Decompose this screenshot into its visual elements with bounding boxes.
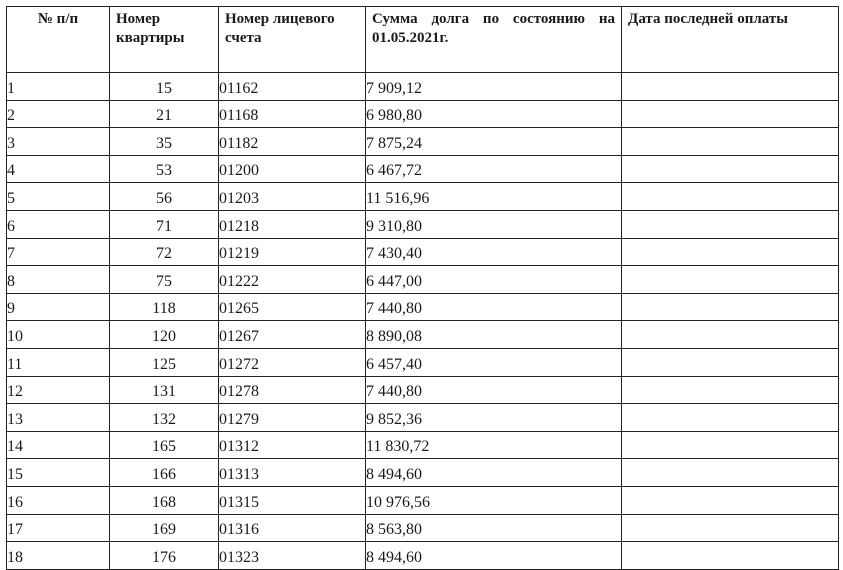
table-row (7, 128, 839, 156)
cell-num: 4 (7, 155, 110, 183)
cell-debt: 11 516,96 (366, 183, 622, 211)
cell-last-payment (622, 73, 839, 101)
cell-debt: 7 440,80 (366, 293, 622, 321)
cell-num: 2 (7, 100, 110, 128)
cell-debt: 9 852,36 (366, 404, 622, 432)
cell-apartment: 125 (110, 348, 219, 376)
cell-apartment: 53 (110, 155, 219, 183)
cell-account: 01323 (219, 542, 366, 570)
cell-last-payment (622, 293, 839, 321)
cell-apartment: 165 (110, 431, 219, 459)
cell-last-payment (622, 486, 839, 514)
cell-debt: 8 494,60 (366, 542, 622, 570)
cell-apartment: 176 (110, 542, 219, 570)
table-row (7, 238, 839, 266)
cell-num: 13 (7, 404, 110, 432)
cell-num: 15 (7, 459, 110, 487)
header-last-payment: Дата последней оплаты (622, 7, 839, 73)
cell-num: 9 (7, 293, 110, 321)
cell-account: 01267 (219, 321, 366, 349)
cell-num: 11 (7, 348, 110, 376)
header-account: Номер лицевого счета (219, 7, 366, 73)
cell-last-payment (622, 210, 839, 238)
cell-num: 17 (7, 514, 110, 542)
header-row (7, 7, 839, 73)
table-row (7, 321, 839, 349)
cell-debt: 6 467,72 (366, 155, 622, 183)
cell-debt: 8 494,60 (366, 459, 622, 487)
cell-last-payment (622, 321, 839, 349)
cell-debt: 7 440,80 (366, 376, 622, 404)
table-row (7, 542, 839, 570)
table-row (7, 404, 839, 432)
cell-debt: 7 430,40 (366, 238, 622, 266)
table-row (7, 210, 839, 238)
cell-account: 01200 (219, 155, 366, 183)
cell-account: 01279 (219, 404, 366, 432)
cell-account: 01162 (219, 73, 366, 101)
cell-debt: 8 890,08 (366, 321, 622, 349)
table-row (7, 266, 839, 294)
table-row (7, 376, 839, 404)
debt-table (6, 6, 839, 570)
cell-account: 01219 (219, 238, 366, 266)
table-row (7, 348, 839, 376)
cell-apartment: 168 (110, 486, 219, 514)
table-row (7, 100, 839, 128)
cell-account: 01315 (219, 486, 366, 514)
cell-num: 12 (7, 376, 110, 404)
cell-last-payment (622, 266, 839, 294)
cell-last-payment (622, 514, 839, 542)
table-row (7, 73, 839, 101)
cell-debt: 6 457,40 (366, 348, 622, 376)
cell-account: 01265 (219, 293, 366, 321)
table-row (7, 155, 839, 183)
cell-last-payment (622, 348, 839, 376)
table-row (7, 486, 839, 514)
cell-last-payment (622, 155, 839, 183)
cell-num: 18 (7, 542, 110, 570)
table-body (7, 73, 839, 570)
cell-account: 01222 (219, 266, 366, 294)
cell-num: 7 (7, 238, 110, 266)
cell-last-payment (622, 376, 839, 404)
cell-account: 01313 (219, 459, 366, 487)
cell-debt: 10 976,56 (366, 486, 622, 514)
table-header (7, 7, 839, 73)
cell-last-payment (622, 431, 839, 459)
cell-apartment: 71 (110, 210, 219, 238)
cell-last-payment (622, 183, 839, 211)
cell-last-payment (622, 404, 839, 432)
cell-debt: 11 830,72 (366, 431, 622, 459)
table-row (7, 514, 839, 542)
cell-num: 6 (7, 210, 110, 238)
cell-num: 3 (7, 128, 110, 156)
cell-apartment: 75 (110, 266, 219, 294)
cell-account: 01312 (219, 431, 366, 459)
header-apartment: Номер квартиры (110, 7, 219, 73)
cell-last-payment (622, 128, 839, 156)
cell-apartment: 15 (110, 73, 219, 101)
cell-last-payment (622, 100, 839, 128)
cell-num: 14 (7, 431, 110, 459)
cell-account: 01182 (219, 128, 366, 156)
cell-account: 01168 (219, 100, 366, 128)
cell-apartment: 120 (110, 321, 219, 349)
cell-apartment: 131 (110, 376, 219, 404)
cell-account: 01203 (219, 183, 366, 211)
table-row (7, 183, 839, 211)
cell-last-payment (622, 238, 839, 266)
cell-apartment: 72 (110, 238, 219, 266)
table-row (7, 293, 839, 321)
cell-num: 5 (7, 183, 110, 211)
cell-debt: 7 875,24 (366, 128, 622, 156)
cell-debt: 6 980,80 (366, 100, 622, 128)
cell-debt: 6 447,00 (366, 266, 622, 294)
cell-account: 01272 (219, 348, 366, 376)
cell-num: 8 (7, 266, 110, 294)
cell-num: 16 (7, 486, 110, 514)
cell-apartment: 21 (110, 100, 219, 128)
cell-apartment: 132 (110, 404, 219, 432)
cell-apartment: 118 (110, 293, 219, 321)
cell-last-payment (622, 542, 839, 570)
cell-num: 10 (7, 321, 110, 349)
cell-debt: 9 310,80 (366, 210, 622, 238)
cell-account: 01316 (219, 514, 366, 542)
header-num: № п/п (7, 7, 110, 73)
cell-apartment: 166 (110, 459, 219, 487)
table-row (7, 431, 839, 459)
cell-account: 01278 (219, 376, 366, 404)
cell-apartment: 169 (110, 514, 219, 542)
cell-last-payment (622, 459, 839, 487)
cell-num: 1 (7, 73, 110, 101)
cell-apartment: 56 (110, 183, 219, 211)
cell-debt: 7 909,12 (366, 73, 622, 101)
header-debt: Сумма долга по состоянию на 01.05.2021г. (366, 7, 622, 73)
table-row (7, 459, 839, 487)
cell-debt: 8 563,80 (366, 514, 622, 542)
cell-account: 01218 (219, 210, 366, 238)
cell-apartment: 35 (110, 128, 219, 156)
